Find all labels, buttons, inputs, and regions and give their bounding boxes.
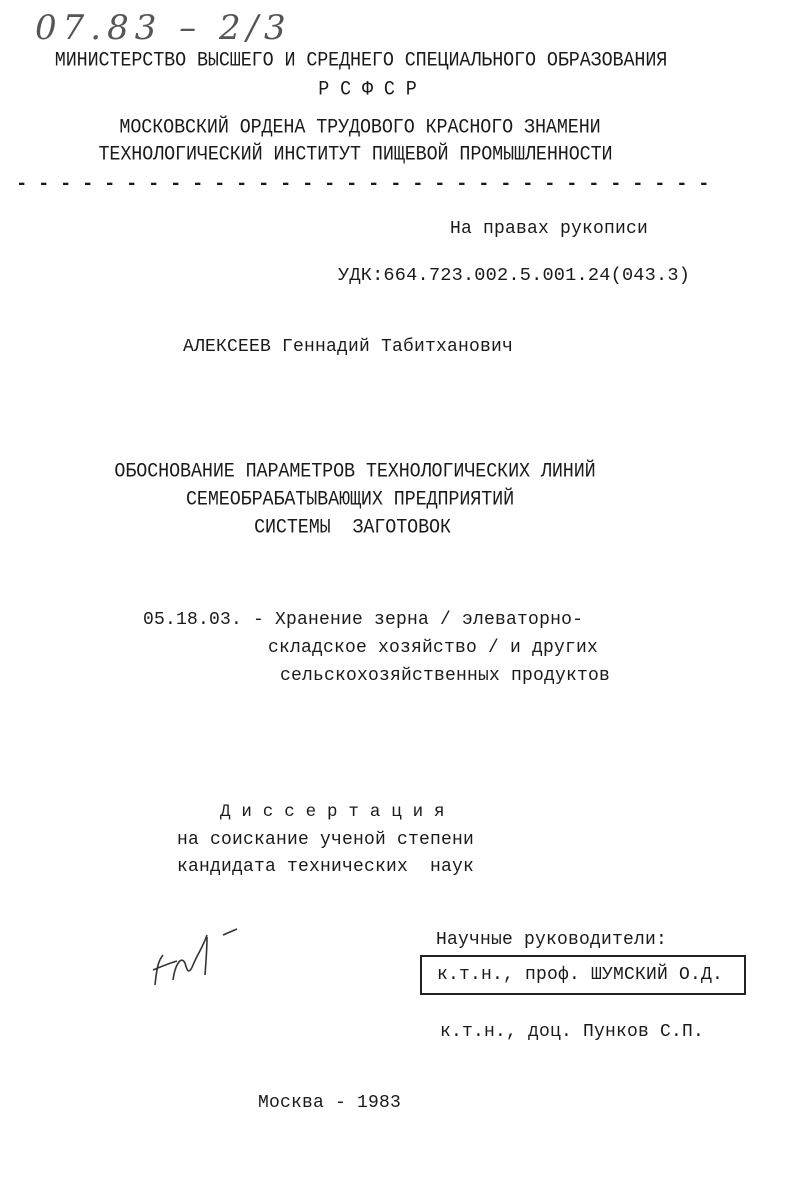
specialty-line-2: складское хозяйство / и других: [268, 638, 599, 658]
dashed-separator: - - - - - - - - - - - - - - - - - - - - - - - - - - - - - - - -: [16, 173, 710, 195]
title-line-1: ОБОСНОВАНИЕ ПАРАМЕТРОВ ТЕХНОЛОГИЧЕСКИХ ЛИНИЙ: [114, 459, 596, 484]
thesis-degree-line-1: на соискание ученой степени: [177, 830, 475, 850]
udk-code: УДК:664.723.002.5.001.24(043.3): [338, 265, 691, 286]
institute-heading-line1: МОСКОВСКИЙ ОРДЕНА ТРУДОВОГО КРАСНОГО ЗНАМЕНИ: [119, 115, 601, 140]
city-year-footer: Москва - 1983: [258, 1093, 402, 1113]
supervisors-label: Научные руководители:: [436, 930, 668, 950]
institute-heading-line2: ТЕХНОЛОГИЧЕСКИЙ ИНСТИТУТ ПИЩЕВОЙ ПРОМЫШЛЕННОСТИ: [98, 142, 613, 167]
signature: [145, 925, 245, 995]
title-line-3: СИСТЕМЫ ЗАГОТОВОК: [254, 515, 451, 540]
ministry-heading: МИНИСТЕРСТВО ВЫСШЕГО И СРЕДНЕГО СПЕЦИАЛЬНОГО ОБРАЗОВАНИЯ: [54, 48, 668, 73]
thesis-label: Д и с с е р т а ц и я: [220, 802, 445, 822]
supervisor-second: к.т.н., доц. Пунков С.П.: [440, 1022, 705, 1042]
handwritten-archive-note: 07.83 – 2/3: [35, 8, 292, 48]
specialty-line-3: сельскохозяйственных продуктов: [280, 666, 611, 686]
author-name: АЛЕКСЕЕВ Геннадий Табитханович: [183, 337, 514, 357]
title-line-2: СЕМЕОБРАБАТЫВАЮЩИХ ПРЕДПРИЯТИЙ: [185, 487, 515, 512]
thesis-degree-line-2: кандидата технических наук: [177, 857, 475, 877]
supervisor-first: к.т.н., проф. ШУМСКИЙ О.Д.: [437, 965, 724, 985]
specialty-line-1: 05.18.03. - Хранение зерна / элеваторно-: [143, 610, 584, 630]
manuscript-rights: На правах рукописи: [450, 219, 649, 239]
republic-heading: Р С Ф С Р: [318, 77, 417, 102]
